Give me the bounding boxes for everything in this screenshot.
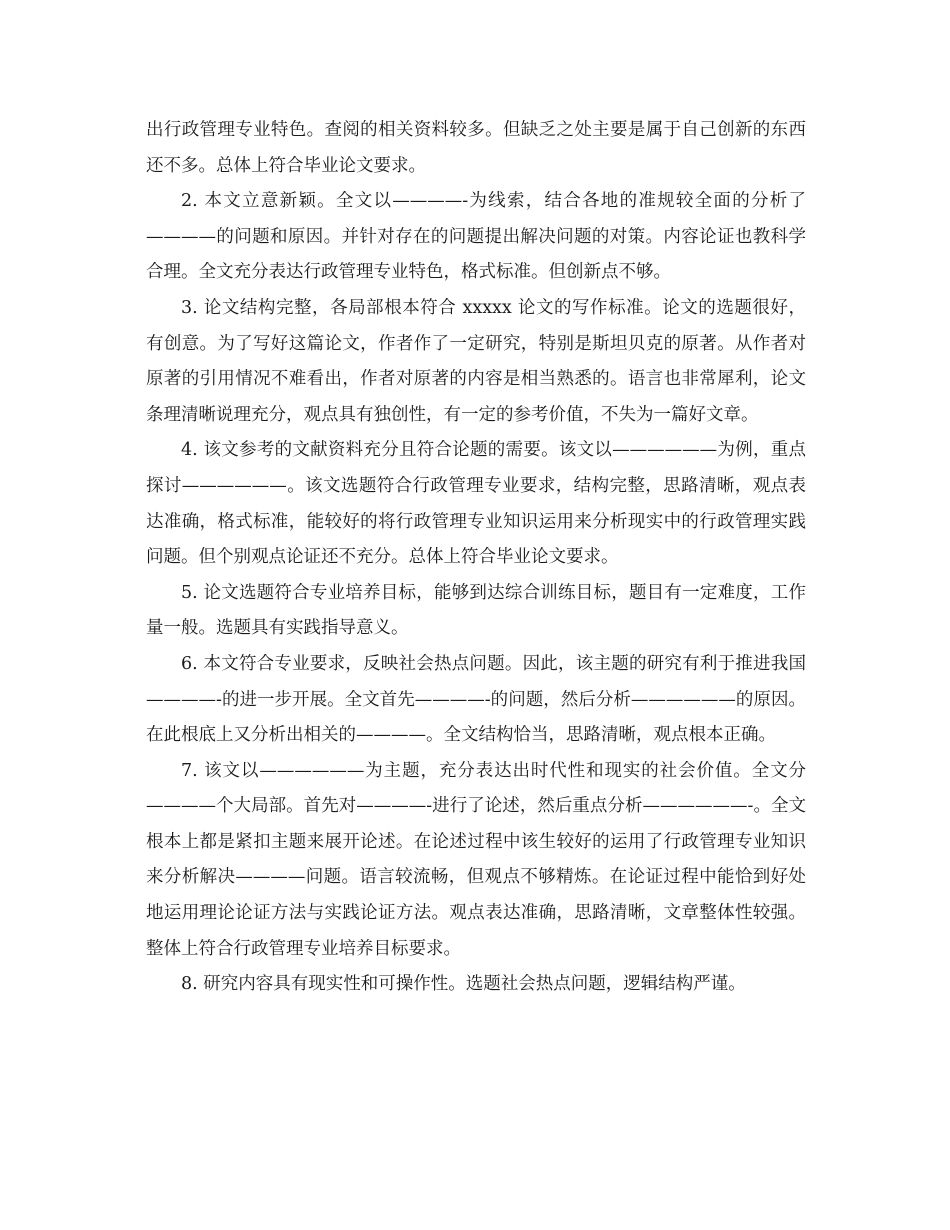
paragraph-comment-6: 6. 本文符合专业要求，反映社会热点问题。因此，该主题的研究有利于推进我国————-的进一步开展。全文首先————-的问题，然后分析——————的原因。在此根底上又分析出相关的————。全文结构恰当，思路清晰，观点根本正确。 (146, 653, 806, 746)
paragraph-comment-2: 2. 本文立意新颖。全文以————-为线索，结合各地的准规较全面的分析了————的问题和原因。并针对存在的问题提出解决问题的对策。内容论证也教科学合理。全文充分表达行政管理专业特色，格式标准。但创新点不够。 (146, 191, 806, 283)
paragraph-comment-5: 5. 论文选题符合专业培养目标，能够到达综合训练目标，题目有一定难度，工作量一般。选题具有实践指导意义。 (146, 582, 806, 639)
paragraph-comment-4: 4. 该文参考的文献资料充分且符合论题的需要。该文以——————为例，重点探讨——————。该文选题符合行政管理专业要求，结构完整，思路清晰，观点表达准确，格式标准，能较好的将行政管理专业知识运用来分析现实中的行政管理实践问题。但个别观点论证还不充分。总体上符合毕业论文要求。 (146, 440, 806, 568)
paragraph-continuation: 出行政管理专业特色。查阅的相关资料较多。但缺乏之处主要是属于自己创新的东西还不多。总体上符合毕业论文要求。 (146, 120, 806, 176)
paragraph-comment-7: 7. 该文以——————为主题，充分表达出时代性和现实的社会价值。全文分————个大局部。首先对————-进行了论述，然后重点分析——————-。全文根本上都是紧扣主题来展开论述。在论述过程中该生较好的运用了行政管理专业知识来分析解决————问题。语言较流畅，但观点不够精炼。在论证过程中能恰到好处地运用理论论证方法与实践论证方法。观点表达准确，思路清晰，文章整体性较强。整体上符合行政管理专业培养目标要求。 (146, 760, 806, 959)
document-body (146, 113, 806, 1003)
paragraph-comment-3: 3. 论文结构完整，各局部根本符合 xxxxx 论文的写作标准。论文的选题很好，有创意。为了写好这篇论文，作者作了一定研究，特别是斯坦贝克的原著。从作者对原著的引用情况不难看出，作者对原著的内容是相当熟悉的。语言也非常犀利，论文条理清晰说理充分，观点具有独创性，有一定的参考价值，不失为一篇好文章。 (146, 297, 806, 425)
paragraph-comment-8: 8. 研究内容具有现实性和可操作性。选题社会热点问题，逻辑结构严谨。 (181, 974, 746, 995)
